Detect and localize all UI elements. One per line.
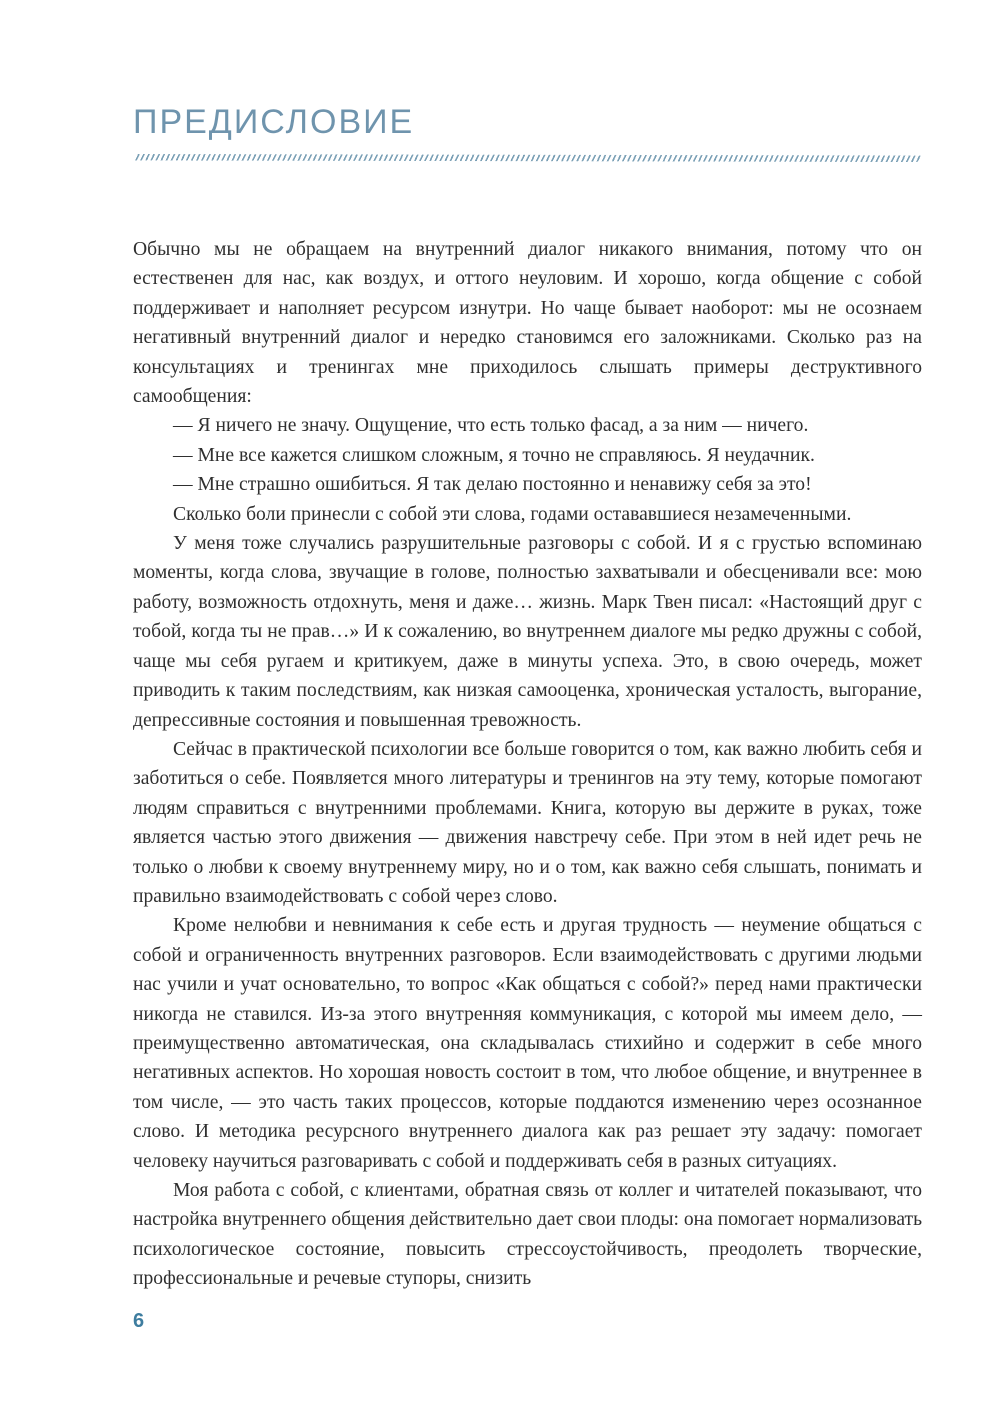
paragraph: Сейчас в практической психологии все больше говорится о том, как важно любить себя и заботиться о себе. Появляется много литературы и тренингов на эту тему, которые помогают людям справиться с внутренними проблемами. Книга, которую вы держите в руках, тоже является частью этого движения — движения навстречу себе. При этом в ней идет речь не только о любви к своему внутреннему миру, но и о том, как важно себя слышать, понимать и правильно взаимодействовать с собой через слово. (133, 738, 922, 907)
paragraph: Моя работа с собой, с клиентами, обратная связь от коллег и читателей показывают, что настройка внутреннего общения действительно дает свои плоды: она помогает нормализовать психологическое состояние, повысить стрессоустойчивость, преодолеть творческие, профессиональные и речевые ступоры, снизить (133, 1180, 923, 1290)
paragraph: Сколько боли принесли с собой эти слова, годами остававшиеся незамеченными. (173, 503, 852, 525)
body-text (133, 235, 922, 1294)
page-title: ПРЕДИСЛОВИЕ (133, 103, 415, 141)
paragraph: Обычно мы не обращаем на внутренний диалог никакого внимания, потому что он естественен для нас, как воздух, и оттого неуловим. И хорошо, когда общение с собой поддерживает и наполняет ресурсом изнутри. Но чаще бывает наоборот: мы не осознаем негативный внутренний диалог и нередко становимся его заложниками. Сколько раз на консультациях и тренингах мне приходилось слышать примеры деструктивного самообщения: (133, 239, 922, 408)
heading-divider-ornament (133, 154, 922, 162)
page-number: 6 (133, 1310, 145, 1332)
page-content (133, 103, 922, 1294)
paragraph: Кроме нелюбви и невнимания к себе есть и другая трудность — неумение общаться с собой и ограниченность внутренних разговоров. Если взаимодействовать с другими людьми нас учили и учат основательно, то вопрос «Как общаться с собой?» перед нами практически никогда не ставился. Из-за этого внутренняя коммуникация, с которой мы имеем дело, — преимущественно автоматическая, она складывалась стихийно и содержит в себе много негативных аспектов. Но хорошая новость состоит в том, что любое общение, и внутреннее в том числе, — это часть таких процессов, которые поддаются изменению через осознанное слово. И методика ресурсного внутреннего диалога как раз решает эту задачу: помогает человеку научиться разговаривать с собой и поддерживать себя в разных ситуациях. (133, 915, 922, 1172)
dialogue-line: — Мне все кажется слишком сложным, я точно не справляюсь. Я неудачник. (173, 444, 815, 466)
paragraph: У меня тоже случались разрушительные разговоры с собой. И я с грустью вспоминаю моменты, когда слова, звучащие в голове, полностью захватывали и обесценивали все: мою работу, возможность отдохнуть, меня и даже… жизнь. Марк Твен писал: «Настоящий друг с тобой, когда ты не прав…» И к сожалению, во внутреннем диалоге мы редко дружны с собой, чаще мы себя ругаем и критикуем, даже в минуты успеха. Это, в свою очередь, может приводить к таким последствиям, как низкая самооценка, хроническая усталость, выгорание, депрессивные состояния и повышенная тревожность. (133, 533, 922, 731)
dialogue-line: — Я ничего не значу. Ощущение, что есть только фасад, а за ним — ничего. (173, 415, 809, 437)
dialogue-line: — Мне страшно ошибиться. Я так делаю постоянно и ненавижу себя за это! (173, 474, 812, 496)
